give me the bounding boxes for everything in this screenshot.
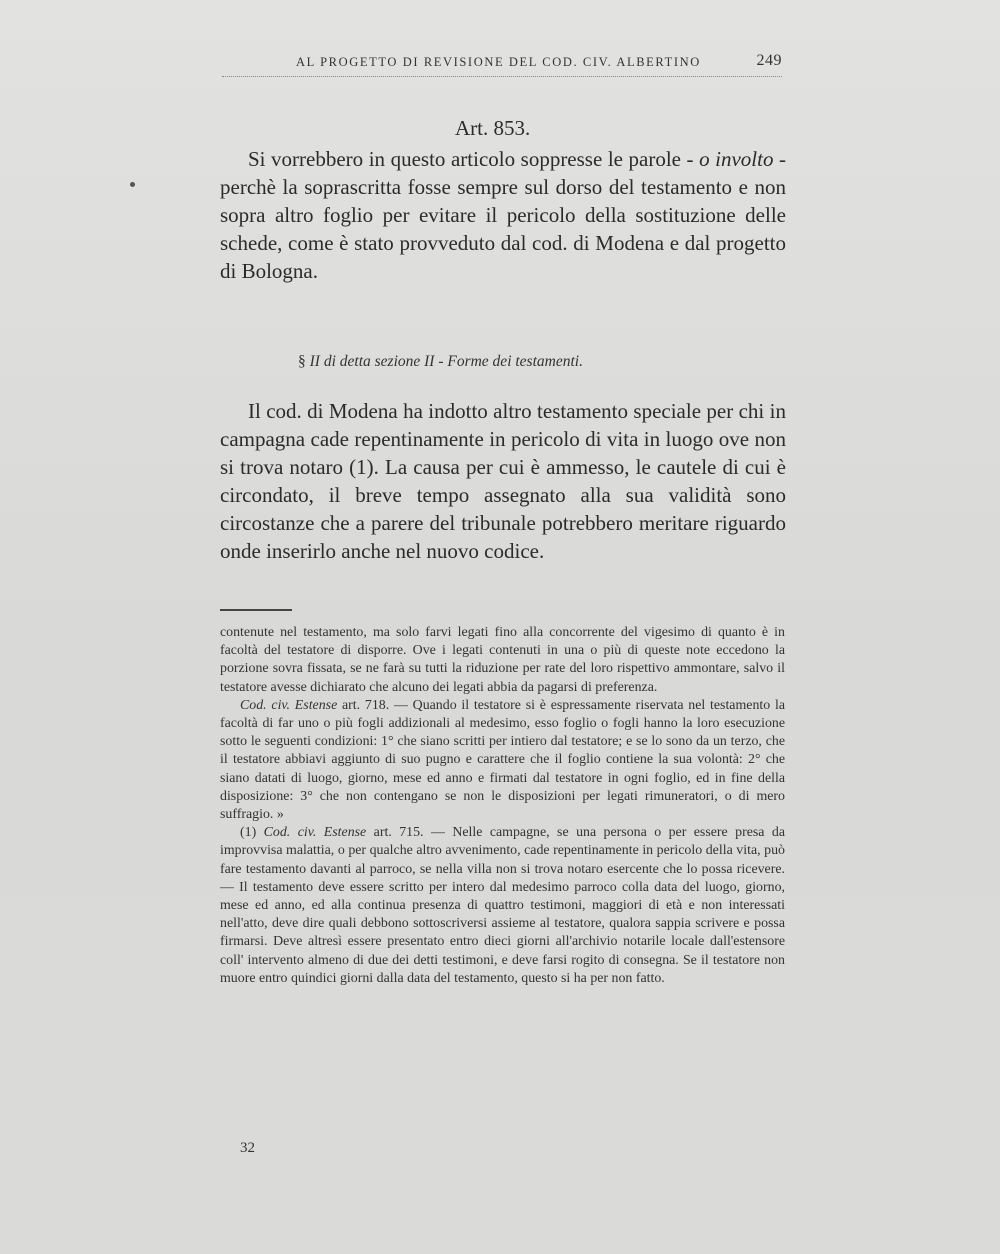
footnotes xyxy=(220,624,785,988)
footnote-1 xyxy=(220,824,785,988)
citation-718-text: Quando il testatore si è espressamente riservata nel testamento la facoltà di far uno o più fogli addizionali al medesimo, esso foglio o fogli hanno la loro esecuzione sotto le seguenti condizioni: 1° che siano scritti per intiero dal testatore; e se lo sono da un terzo, che il testatore abbiavi aggiunto di suo pugno e carattere che il foglio contiene la sua volontà: 2° che siano datati di luogo, giorno, mese ed anno e firmati dal testatore in ogni foglio, ed in fine della disposizione: 3° che non contengano se non le disposizioni per legati rimuneratori, o di mero suffragio. » xyxy=(220,697,785,823)
article-paragraph xyxy=(220,145,786,285)
running-head-title: AL PROGETTO DI REVISIONE DEL COD. CIV. ALBERTINO xyxy=(296,55,701,69)
article-text-after-italic: - perchè la soprascritta fosse sempre sul dorso del testamento e non sopra altro foglio per evitare il pericolo della sostituzione delle schede, come è stato provveduto dal cod. di Modena e dal progetto di Bologna. xyxy=(220,147,786,283)
signature-mark: 32 xyxy=(240,1140,255,1156)
citation-718-ref: art. 718. — xyxy=(337,697,413,713)
footnote-continuation: contenute nel testamento, ma solo farvi legati fino alla concorrente del vigesimo di quanto è in facoltà del testatore di disporre. Ove i legati contenuti in una o più di queste note eccedono la porzione sovra fissata, se ne farà su tutti la riduzione per rate del loro rispettivo ammontare, salvo il testatore avesse dichiarato che alcuno dei legati abbia da pagarsi di preferenza. xyxy=(220,625,785,695)
section-heading xyxy=(298,353,583,371)
ink-speck xyxy=(130,182,135,187)
section-title: II di detta sezione II - Forme dei testamenti. xyxy=(309,353,583,370)
citation-718-source: Cod. civ. Estense xyxy=(240,697,338,713)
article-heading: Art. 853. xyxy=(455,116,531,140)
footnote-1-marker: (1) xyxy=(240,825,264,841)
main-paragraph: Il cod. di Modena ha indotto altro testamento speciale per chi in campagna cade repentinamente in pericolo di vita in luogo ove non si trova notaro (1). La causa per cui è ammesso, le cautele di cui è circondato, il breve tempo assegnato alla sua validità sono circostanze che a parere del tribunale potrebbero meritare riguardo onde inserirlo anche nel nuovo codice. xyxy=(220,399,786,563)
footnote-citation-718 xyxy=(220,697,785,824)
running-head xyxy=(222,52,782,74)
footnote-rule xyxy=(220,609,292,611)
header-dotted-rule xyxy=(222,76,782,77)
page-number: 249 xyxy=(756,52,782,69)
footnote-1-ref: art. 715. — xyxy=(366,825,453,841)
article-text-before-italic: Si vorrebbero in questo articolo soppresse le parole - xyxy=(248,147,700,171)
footnote-1-source: Cod. civ. Estense xyxy=(263,825,367,841)
section-symbol: § xyxy=(298,353,306,370)
footnote-1-text: Nelle campagne, se una persona o per essere presa da improvvisa malattia, o per qualche altro avvenimento, cade repentinamente in pericolo della vita, può fare testamento davanti al parroco, se nella villa non si trova notaro esercente che lo possa ricevere. — Il testamento deve essere scritto per intero dal medesimo parroco colla data del luogo, giorno, mese ed anno, ed alla continua presenza di quattro testimoni, maggiori di età e non interessati nell'atto, deve dire quali debbono sottoscriversi assieme al testatore, qualora sappia scrivere e possa firmarsi. Deve altresì essere presentato entro dieci giorni all'archivio notarile locale dall'estensore coll' intervento almeno di due dei detti testimoni, e deve farsi rogito di consegna. Se il testatore non muore entro quindici giorni dalla data del testamento, questo si ha per non fatto. xyxy=(220,825,785,986)
article-italic-phrase: o involto xyxy=(699,147,774,171)
